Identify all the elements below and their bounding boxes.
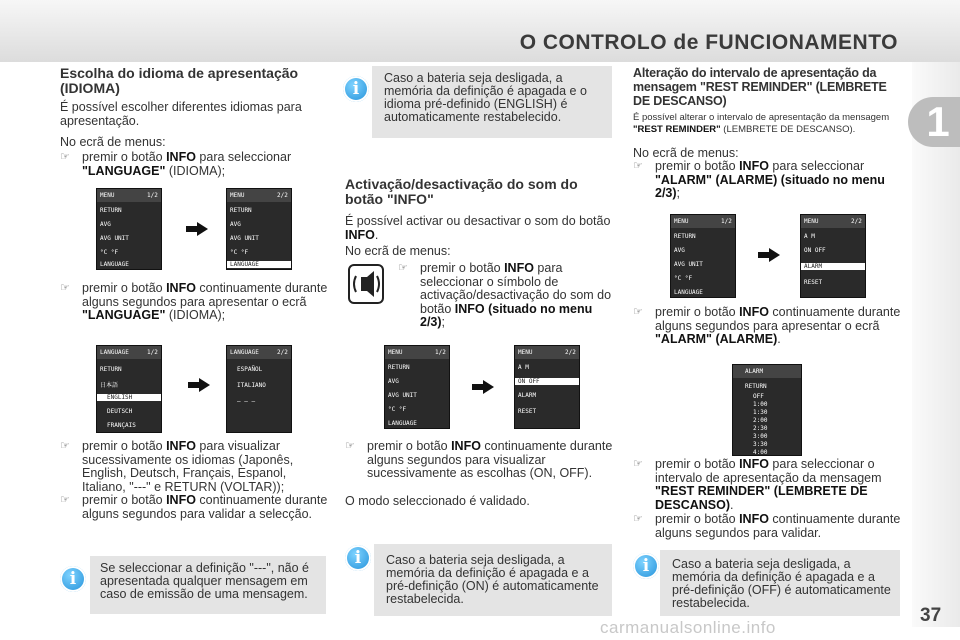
col2-menu-label: No ecrã de menus: xyxy=(345,244,451,258)
col2-step-2: ☞ premir o botão INFO continuamente durante alguns segundos para visualizar sucessivamente as escolhas (ON, OFF). xyxy=(345,439,613,480)
pointer-icon: ☞ xyxy=(60,494,70,506)
col1-step-4: ☞ premir o botão INFO continuamente durante alguns segundos para validar a selecção. xyxy=(60,493,328,521)
col2-intro: É possível activar ou desactivar o som do botão INFO. xyxy=(345,214,611,242)
col2-validated: O modo seleccionado é validado. xyxy=(345,494,530,508)
col1-menu-label: No ecrã de menus: xyxy=(60,135,166,149)
col2-step-1: ☞ premir o botão INFO para seleccionar o símbolo de activação/desactivação do som do botão INFO (situado no menu 2/3); xyxy=(398,261,612,329)
menu-screen-1: MENU 1/2 RETURN AVG AVG UNIT °C °F LANGUAGE xyxy=(96,188,162,270)
pointer-icon: ☞ xyxy=(60,440,70,452)
arrow-icon xyxy=(472,380,494,394)
pointer-icon: ☞ xyxy=(60,151,70,163)
page-title: O CONTROLO de FUNCIONAMENTO xyxy=(519,31,898,54)
col2-info-top: Caso a bateria seja desligada, a memória da definição é apagada e o idioma pré-definido (ENGLISH) é automaticamente restabelecido. xyxy=(372,66,612,138)
col3-step-3: ☞ premir o botão INFO para seleccionar o intervalo de apresentação da mensagem "REST REMINDER" (LEMBRETE DE DESCANSO). xyxy=(633,457,882,512)
alarm-menu-screen: MENU 2/2 A M ON OFF ALARM RESET xyxy=(800,214,866,298)
pointer-icon: ☞ xyxy=(633,306,643,318)
col1-step-3: ☞ premir o botão INFO para visualizar sucessivamente os idiomas (Japonês, English, Deutsch, Français, Espanol, Italiano, "---" e RETURN (VOLTAR)); xyxy=(60,439,294,494)
col1-step-1: ☞ premir o botão INFO para seleccionar "LANGUAGE" (IDIOMA); xyxy=(60,150,292,178)
pointer-icon: ☞ xyxy=(633,458,643,470)
alarm-screen: ALARM RETURN OFF 1:00 1:30 2:00 2:30 3:00 3:30 4:00 xyxy=(732,364,802,456)
chapter-tab: 1 xyxy=(908,97,960,147)
page-header xyxy=(0,0,960,62)
col2-heading: Activação/desactivação do som do botão "INFO" xyxy=(345,176,578,207)
col1-info-box: Se seleccionar a definição "---", não é apresentada qualquer mensagem em caso de emissão de uma mensagem. xyxy=(90,556,326,614)
pointer-icon: ☞ xyxy=(633,160,643,172)
col3-heading: Alteração do intervalo de apresentação da mensagem "REST REMINDER" (LEMBRETE DE DESCANSO) xyxy=(633,66,887,108)
col1-heading: Escolha do idioma de apresentação (IDIOMA) xyxy=(60,65,299,96)
pointer-icon: ☞ xyxy=(398,262,408,274)
info-icon: i xyxy=(633,553,659,579)
menu-screen-4: MENU 1/2 RETURN AVG AVG UNIT °C °F LANGUAGE xyxy=(670,214,736,298)
sound-screen: MENU 2/2 A M ON OFF ALARM RESET xyxy=(514,345,580,429)
language-screen-1: LANGUAGE 1/2 RETURN 日本語 ENGLISH DEUTSCH FRANÇAIS xyxy=(96,345,162,433)
menu-screen-3: MENU 1/2 RETURN AVG AVG UNIT °C °F LANGUAGE xyxy=(384,345,450,429)
col1-step-2: ☞ premir o botão INFO continuamente durante alguns segundos para apresentar o ecrã "LANGUAGE" (IDIOMA); xyxy=(60,281,328,322)
menu-screen-2: MENU 2/2 RETURN AVG AVG UNIT °C °F LANGUAGE xyxy=(226,188,292,270)
watermark: carmanualsonline.info xyxy=(600,618,776,637)
info-icon: i xyxy=(60,566,86,592)
col1-intro: É possível escolher diferentes idiomas para apresentação. xyxy=(60,100,302,128)
speaker-icon xyxy=(348,264,384,304)
page-number: 37 xyxy=(920,605,942,626)
col3-step-1: ☞ premir o botão INFO para seleccionar "ALARM" (ALARME) (situado no menu 2/3); xyxy=(633,159,885,200)
info-icon: i xyxy=(343,76,369,102)
col3-info-box: Caso a bateria seja desligada, a memória da definição é apagada e a pré-definição (OFF) é automaticamente restabelecida. xyxy=(660,550,900,616)
col3-menu-label: No ecrã de menus: xyxy=(633,146,739,160)
pointer-icon: ☞ xyxy=(633,513,643,525)
col3-subheading: É possível alterar o intervalo de apresentação da mensagem "REST REMINDER" (LEMBRETE DE DESCANSO). xyxy=(633,112,890,135)
pointer-icon: ☞ xyxy=(345,440,355,452)
language-screen-2: LANGUAGE 2/2 ESPAÑOL ITALIANO — — — xyxy=(226,345,292,433)
info-icon: i xyxy=(345,545,371,571)
arrow-icon xyxy=(758,248,780,262)
arrow-icon xyxy=(188,378,210,392)
col3-step-2: ☞ premir o botão INFO continuamente durante alguns segundos para apresentar o ecrã "ALARM" (ALARME). xyxy=(633,305,901,346)
col2-info-bottom: Caso a bateria seja desligada, a memória da definição é apagada e a pré-definição (ON) é automaticamente restabelecida. xyxy=(374,544,612,616)
col3-step-4: ☞ premir o botão INFO continuamente durante alguns segundos para validar. xyxy=(633,512,901,540)
pointer-icon: ☞ xyxy=(60,282,70,294)
arrow-icon xyxy=(186,222,208,236)
